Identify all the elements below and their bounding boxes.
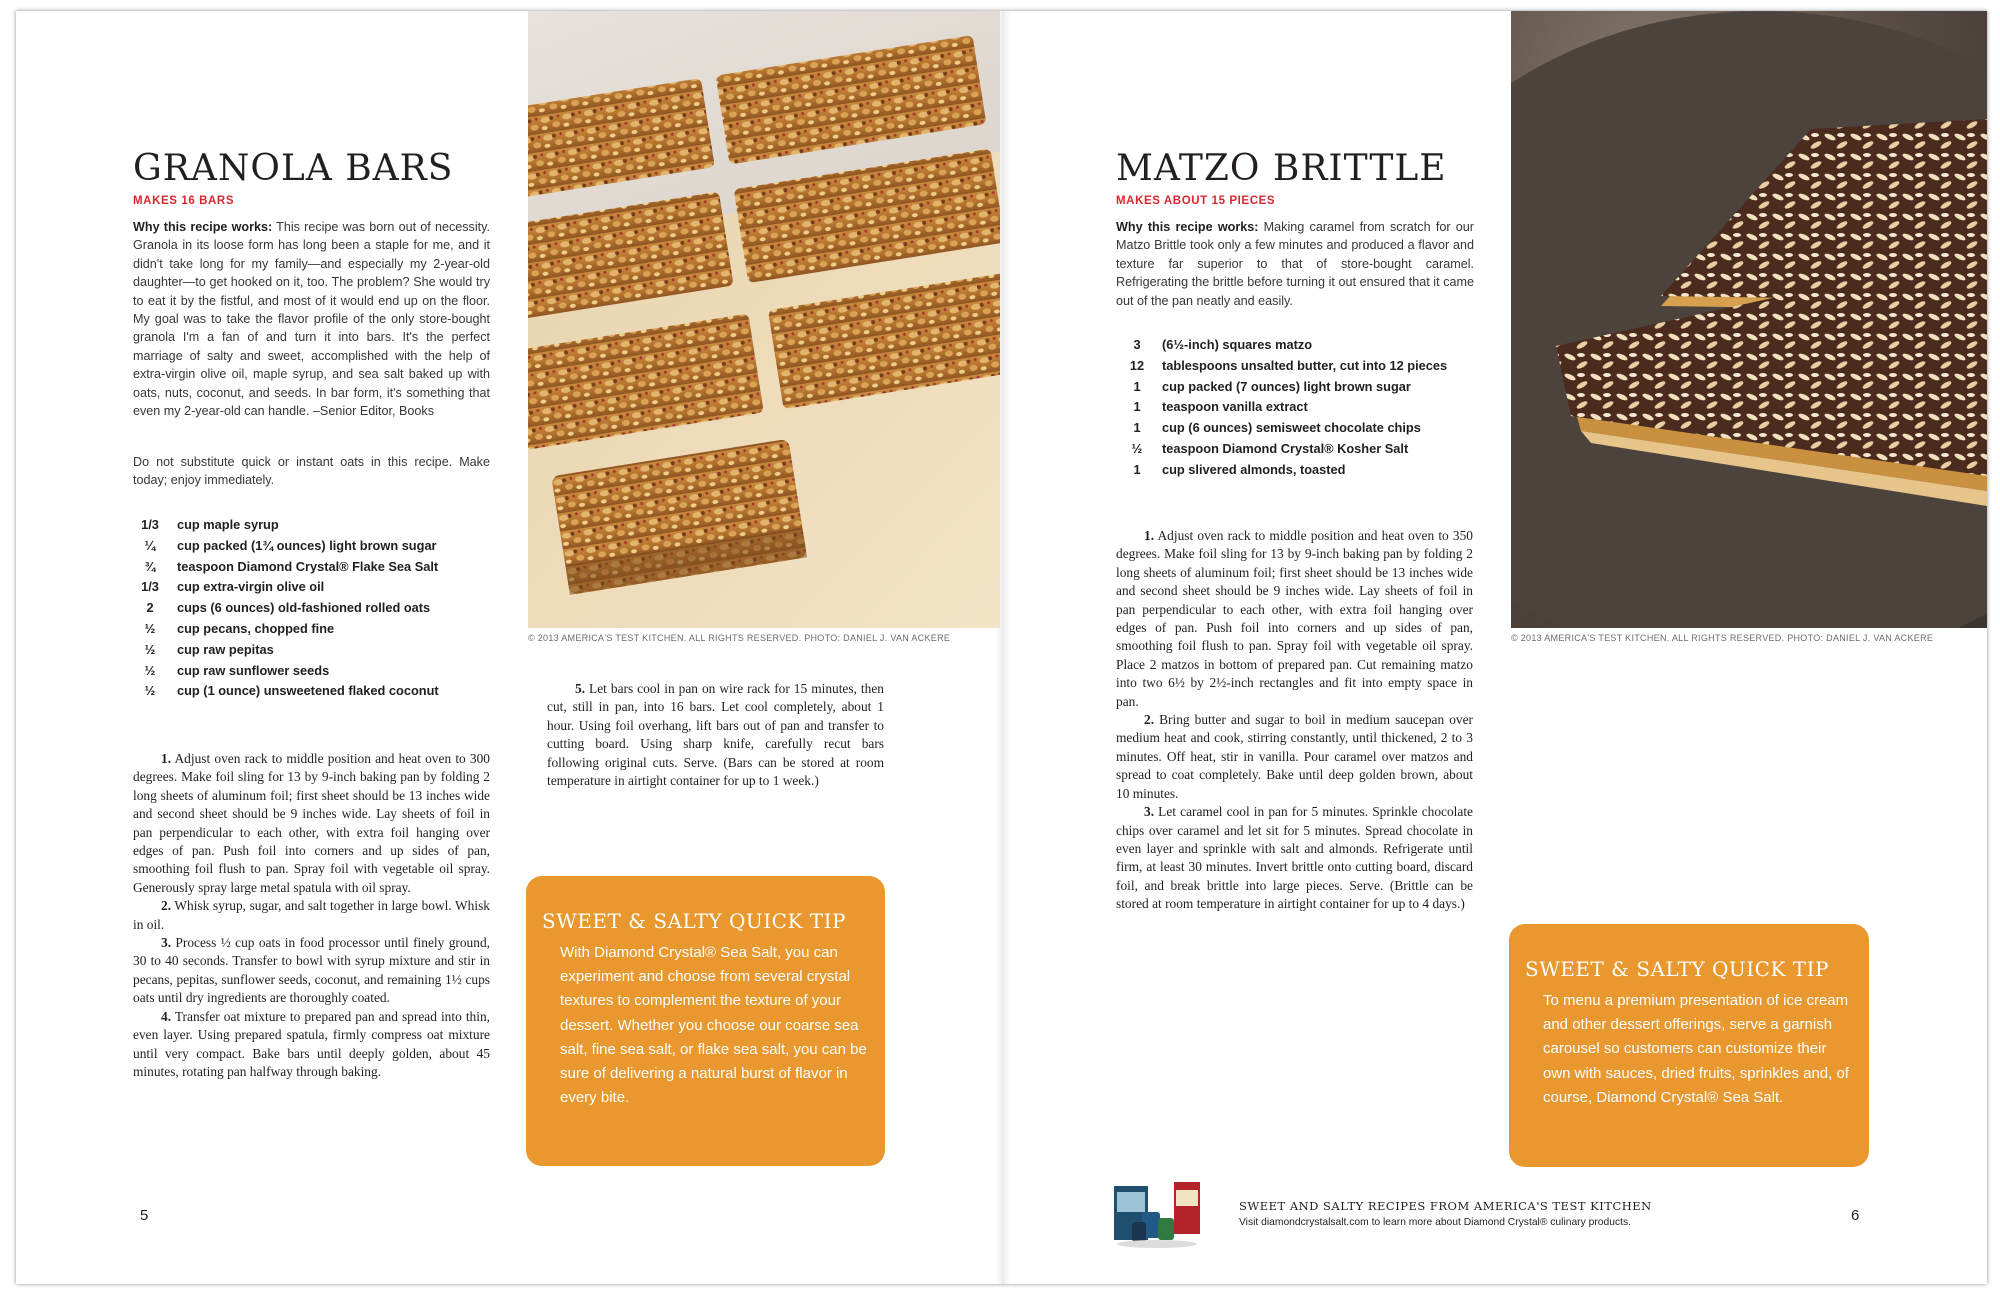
recipe-steps [1116, 527, 1473, 914]
step-text: Process ½ cup oats in food processor until finely ground, 30 to 40 seconds. Transfer to bowl with syrup mixture and stir in pecans, pepitas, sunflower seeds, coconut, and remaining 1½ cups oats until dry ingredients are thoroughly coated. [133, 935, 490, 1006]
ingredient-text: cups (6 ounces) old-fashioned rolled oats [177, 600, 431, 616]
recipe-step [1116, 527, 1473, 711]
intro-text: This recipe was born out of necessity. Granola in its loose form has long been a staple for me, and it didn't take long for my family—and especially my 2-year-old daughter—to get hooked on it, too. The problem? She would try to eat it by the fistful, and most of it would end up on the floor. My goal was to take the flavor profile of the only store-bought granola I'm a fan of and turn it into bars. It's the perfect marriage of salty and sweet, accomplished with the help of extra-virgin olive oil, maple syrup, and sea salt baked up with oats, nuts, coconut, and seeds. In bar form, it's something that even my 2-year-old can handle. –Senior Editor, Books [133, 220, 491, 419]
ingredient-item [133, 661, 493, 682]
step-text: Adjust oven rack to middle position and heat oven to 300 degrees. Make foil sling for 13 by 9-inch baking pan by folding 2 long sheets of aluminum foil; first sheet should be 13 inches wide and second sheet should be 9 inches wide. Lay sheets of foil in pan perpendicular to each other, with extra foil hanging over edges of pan. Push foil into corners and up sides of pan, smoothing foil flush to pan. Spray foil with vegetable oil spray. Generously spray large metal spatula with oil spray. [133, 751, 490, 895]
ingredient-quantity: ½ [144, 620, 156, 636]
intro-lead: Why this recipe works: [133, 220, 273, 234]
ingredient-quantity: 1 [1133, 378, 1141, 394]
salt-boxes-icon [1112, 1178, 1202, 1250]
ingredient-text: teaspoon vanilla extract [1162, 399, 1308, 415]
step-text: Whisk syrup, sugar, and salt together in large bowl. Whisk in oil. [133, 898, 490, 932]
ingredient-text: cup raw pepitas [177, 641, 274, 657]
ingredient-item [1125, 439, 1473, 460]
matzo-brittle-photo [1511, 11, 1987, 628]
ingredient-quantity: ¾ [144, 558, 156, 574]
ingredient-item [133, 598, 493, 619]
ingredient-quantity: 12 [1129, 357, 1145, 373]
page-number: 5 [140, 1207, 149, 1224]
recipe-step [133, 1008, 490, 1082]
ingredient-quantity: 1/3 [141, 579, 159, 595]
photo-credit: © 2013 AMERICA'S TEST KITCHEN. ALL RIGHTS RESERVED. PHOTO: DANIEL J. VAN ACKERE [1511, 633, 1934, 643]
quick-tip-title: SWEET & SALTY QUICK TIP [542, 909, 846, 933]
step-number: 5. [575, 681, 586, 696]
quick-tip-box [1509, 924, 1869, 1167]
ingredient-list [133, 515, 493, 702]
ingredient-item [133, 536, 493, 557]
ingredient-item [1125, 418, 1473, 439]
ingredient-item [133, 577, 493, 598]
recipe-title-granola-bars: GRANOLA BARS [133, 148, 454, 189]
recipe-step [133, 934, 490, 1008]
quick-tip-body: To menu a premium presentation of ice cream and other dessert offerings, serve a garnish carousel so customers can customize their own with sauces, dried fruits, sprinkles and, of course, Diamond Crystal® Sea Salt. [1543, 992, 1849, 1106]
recipe-step [1116, 803, 1473, 913]
step-text: Bring butter and sugar to boil in medium saucepan over medium heat and cook, stirring constantly, until thickened, 2 to 3 minutes. Off heat, stir in vanilla. Pour caramel over matzos and spread to coat completely. Bake until deep golden brown, about 10 minutes. [1116, 712, 1473, 801]
footer-link-text: Visit diamondcrystalsalt.com to learn more about Diamond Crystal® culinary products. [1239, 1217, 1631, 1228]
page-number: 6 [1851, 1207, 1860, 1224]
step-text: Let caramel cool in pan for 5 minutes. Sprinkle chocolate chips over caramel and let sit for 5 minutes. Spread chocolate in even layer and sprinkle with salt and almonds. Refrigerate until firm, at least 30 minutes. Invert brittle onto cutting board, discard foil, and break brittle into large pieces. Serve. (Brittle can be stored at room temperature in airtight container for up to 4 days.) [1116, 804, 1473, 912]
granola-bars-photo [528, 11, 1000, 628]
ingredient-text: tablespoons unsalted butter, cut into 12 pieces [1162, 357, 1448, 373]
step-number: 4. [161, 1008, 172, 1024]
recipe-step [133, 897, 490, 934]
ingredient-item [1125, 335, 1473, 356]
ingredient-quantity: ¼ [144, 537, 156, 553]
ingredient-text: cup slivered almonds, toasted [1162, 461, 1346, 477]
ingredient-item [1125, 397, 1473, 418]
ingredient-text: (6½-inch) squares matzo [1162, 337, 1313, 352]
diamond-crystal-products-image [1112, 1178, 1202, 1250]
recipe-note: Do not substitute quick or instant oats in this recipe. Make today; enjoy immediately. [133, 455, 490, 488]
ingredient-quantity: 1 [1133, 399, 1141, 415]
recipe-intro [1116, 218, 1474, 310]
ingredient-quantity: 1/3 [141, 517, 159, 532]
step-number: 2. [1144, 712, 1155, 728]
ingredient-item [1125, 377, 1473, 398]
recipe-step-5 [547, 680, 884, 790]
quick-tip-box [526, 876, 885, 1166]
ingredient-text: teaspoon Diamond Crystal® Kosher Salt [1162, 440, 1409, 456]
photo-credit: © 2013 AMERICA'S TEST KITCHEN. ALL RIGHTS RESERVED. PHOTO: DANIEL J. VAN ACKERE [528, 633, 951, 643]
step-number: 1. [1144, 528, 1155, 543]
ingredient-text: cup pecans, chopped fine [177, 620, 335, 636]
recipe-step [1116, 711, 1473, 803]
ingredient-quantity: ½ [144, 641, 156, 657]
intro-lead: Why this recipe works: [1116, 220, 1259, 234]
ingredient-quantity: 1 [1133, 461, 1141, 477]
ingredient-text: cup packed (1¾ ounces) light brown sugar [177, 537, 437, 553]
ingredient-quantity: 2 [146, 600, 154, 616]
recipe-steps [133, 750, 490, 1081]
recipe-step [133, 750, 490, 897]
step-number: 2. [161, 898, 172, 914]
ingredient-item [1125, 460, 1473, 481]
ingredient-text: cup maple syrup [177, 517, 279, 532]
recipe-yield: MAKES ABOUT 15 PIECES [1116, 195, 1276, 207]
ingredient-quantity: 3 [1133, 337, 1141, 352]
granola-bars-image [528, 11, 1000, 628]
recipe-title-matzo-brittle: MATZO BRITTLE [1116, 148, 1447, 189]
ingredient-text: cup (1 ounce) unsweetened flaked coconut [177, 683, 439, 699]
ingredient-quantity: ½ [144, 683, 156, 699]
footer-title: SWEET AND SALTY RECIPES FROM AMERICA'S TEST KITCHEN [1239, 1199, 1652, 1213]
ingredient-item [133, 619, 493, 640]
matzo-brittle-image [1511, 11, 1987, 628]
ingredient-item [133, 515, 493, 536]
quick-tip-title: SWEET & SALTY QUICK TIP [1525, 957, 1829, 981]
ingredient-text: cup packed (7 ounces) light brown sugar [1162, 378, 1411, 394]
ingredient-quantity: 1 [1133, 420, 1141, 436]
ingredient-item [1125, 356, 1473, 377]
recipe-intro [133, 218, 490, 420]
ingredient-list [1125, 335, 1473, 481]
ingredient-text: teaspoon Diamond Crystal® Flake Sea Salt [177, 558, 439, 574]
intro-text: Making caramel from scratch for our Matzo Brittle took only a few minutes and produced a flavor and texture far superior to that of store-bought caramel. Refrigerating the brittle before turning it out ensured that it came out of the pan neatly and easily. [1116, 220, 1474, 308]
ingredient-item [133, 557, 493, 578]
ingredient-item [133, 640, 493, 661]
step-number: 1. [161, 751, 172, 766]
step-text: Adjust oven rack to middle position and heat oven to 350 degrees. Make foil sling for 13 by 9-inch baking pan by folding 2 long sheets of aluminum foil; first sheet should be 13 inches wide and second sheet should be 9 inches wide. Lay sheets of foil in pan perpendicular to each other, with extra foil hanging over edges of pan. Push foil into corners and up sides of pan, smoothing foil flush to pan. Spray foil with vegetable oil spray. Place 2 matzos in bottom of prepared pan. Cut remaining matzo into two 6½ by 2½-inch rectangles and fit into empty space in pan. [1116, 528, 1473, 709]
ingredient-quantity: ½ [144, 662, 156, 678]
ingredient-text: cup extra-virgin olive oil [177, 579, 325, 595]
step-number: 3. [161, 935, 172, 951]
ingredient-quantity: ½ [1131, 440, 1143, 456]
step-number: 3. [1144, 804, 1155, 820]
recipe-yield: MAKES 16 BARS [133, 195, 235, 207]
ingredient-text: cup raw sunflower seeds [177, 662, 330, 678]
quick-tip-body: With Diamond Crystal® Sea Salt, you can experiment and choose from several crystal textures to complement the texture of your dessert. Whether you choose our coarse sea salt, fine sea salt, or flake sea salt, you can be sure of delivering a natural burst of flavor in every bite. [560, 944, 867, 1107]
ingredient-text: cup (6 ounces) semisweet chocolate chips [1162, 420, 1421, 436]
step-text: Let bars cool in pan on wire rack for 15 minutes, then cut, still in pan, into 16 bars. Let cool completely, about 1 hour. Using foil overhang, lift bars out of pan and transfer to cutting board. Using sharp knife, carefully recut bars following original cuts. Serve. (Bars can be stored at room temperature in airtight container for up to 1 week.) [547, 681, 884, 789]
ingredient-item [133, 681, 493, 702]
step-text: Transfer oat mixture to prepared pan and spread into thin, even layer. Using prepared spatula, firmly compress oat mixture until very compact. Bake bars until deeply golden, about 45 minutes, rotating pan halfway through baking. [133, 1008, 490, 1079]
